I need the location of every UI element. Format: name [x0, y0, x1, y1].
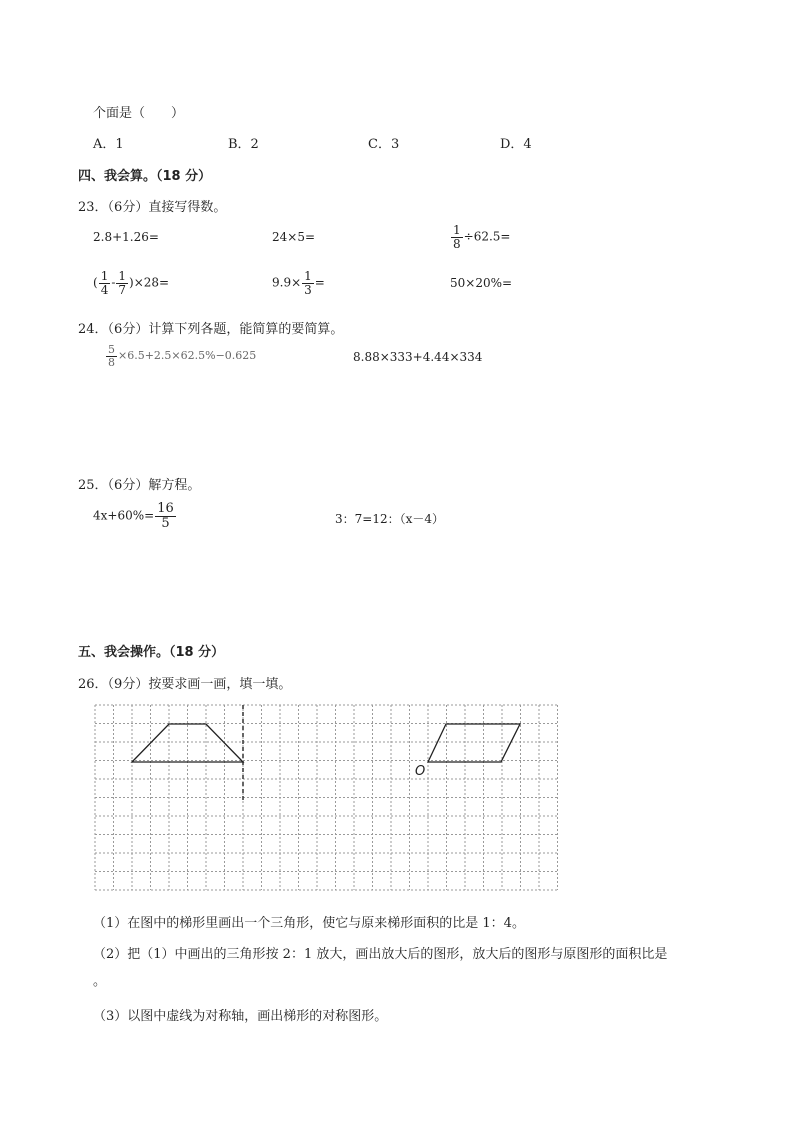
q25-equation-2: 3：7=12：（x－4） [335, 512, 444, 526]
q23-expr-5: 9.9× $\frac{1}{3}$ = [272, 269, 325, 297]
fraction: $\frac{1}{4}$ [100, 269, 109, 297]
q22-option-d[interactable]: D．4 [500, 137, 532, 152]
fraction: $\frac{1}{7}$ [118, 269, 127, 297]
q26-title: 26．（9分）按要求画一画，填一填。 [78, 677, 292, 692]
q22-option-b[interactable]: B．2 [228, 137, 259, 152]
q23-expr-2: 24×5= [272, 230, 316, 244]
q26-sub-1: （1）在图中的梯形里画出一个三角形，使它与原来梯形面积的比是 1：4。 [93, 916, 525, 931]
q22-question-tail: 个面是（ ） [93, 106, 185, 121]
fraction: $\frac{1}{8}$ [453, 223, 461, 251]
dotted-grid [95, 705, 558, 890]
q26-grid-figure [90, 700, 565, 900]
section-5-title: 五、我会操作。（18 分） [78, 645, 225, 660]
q23-expr-4: ( $\frac{1}{4}$ - $\frac{1}{7}$ )×28= [93, 269, 170, 297]
q22-option-c[interactable]: C．3 [368, 137, 400, 152]
point-o-label: O [415, 764, 426, 779]
fraction: $\frac{16}{5}$ [157, 501, 174, 531]
q24-expr-2: 8.88×333+4.44×334 [353, 350, 483, 364]
q23-expr-6: 50×20%= [450, 276, 513, 290]
q25-equation-1: 4x+60%= $\frac{16}{5}$ [93, 501, 174, 531]
fraction: $\frac{1}{3}$ [304, 269, 312, 297]
parallelogram [428, 724, 520, 762]
q26-sub-3: （3）以图中虚线为对称轴，画出梯形的对称图形。 [93, 1009, 388, 1024]
q23-expr-1: 2.8+1.26= [93, 230, 159, 244]
q26-sub-2: （2）把（1）中画出的三角形按 2：1 放大，画出放大后的图形，放大后的图形与原图形的面积比是 [93, 947, 668, 962]
q23-expr-3: $\frac{1}{8}$ ÷62.5= [453, 223, 511, 251]
fraction: $\frac{5}{8}$ [108, 343, 115, 369]
q24-expr-1: $\frac{5}{8}$ ×6.5+2.5×62.5%−0.625 [108, 343, 257, 369]
q24-title: 24．（6分）计算下列各题，能简算的要简算。 [78, 322, 344, 337]
q26-sub-2-answer-end: 。 [93, 974, 107, 989]
q25-title: 25．（6分）解方程。 [78, 478, 201, 493]
section-4-title: 四、我会算。（18 分） [78, 169, 212, 184]
q22-option-a[interactable]: A．1 [93, 137, 124, 152]
q23-title: 23．（6分）直接写得数。 [78, 200, 227, 215]
